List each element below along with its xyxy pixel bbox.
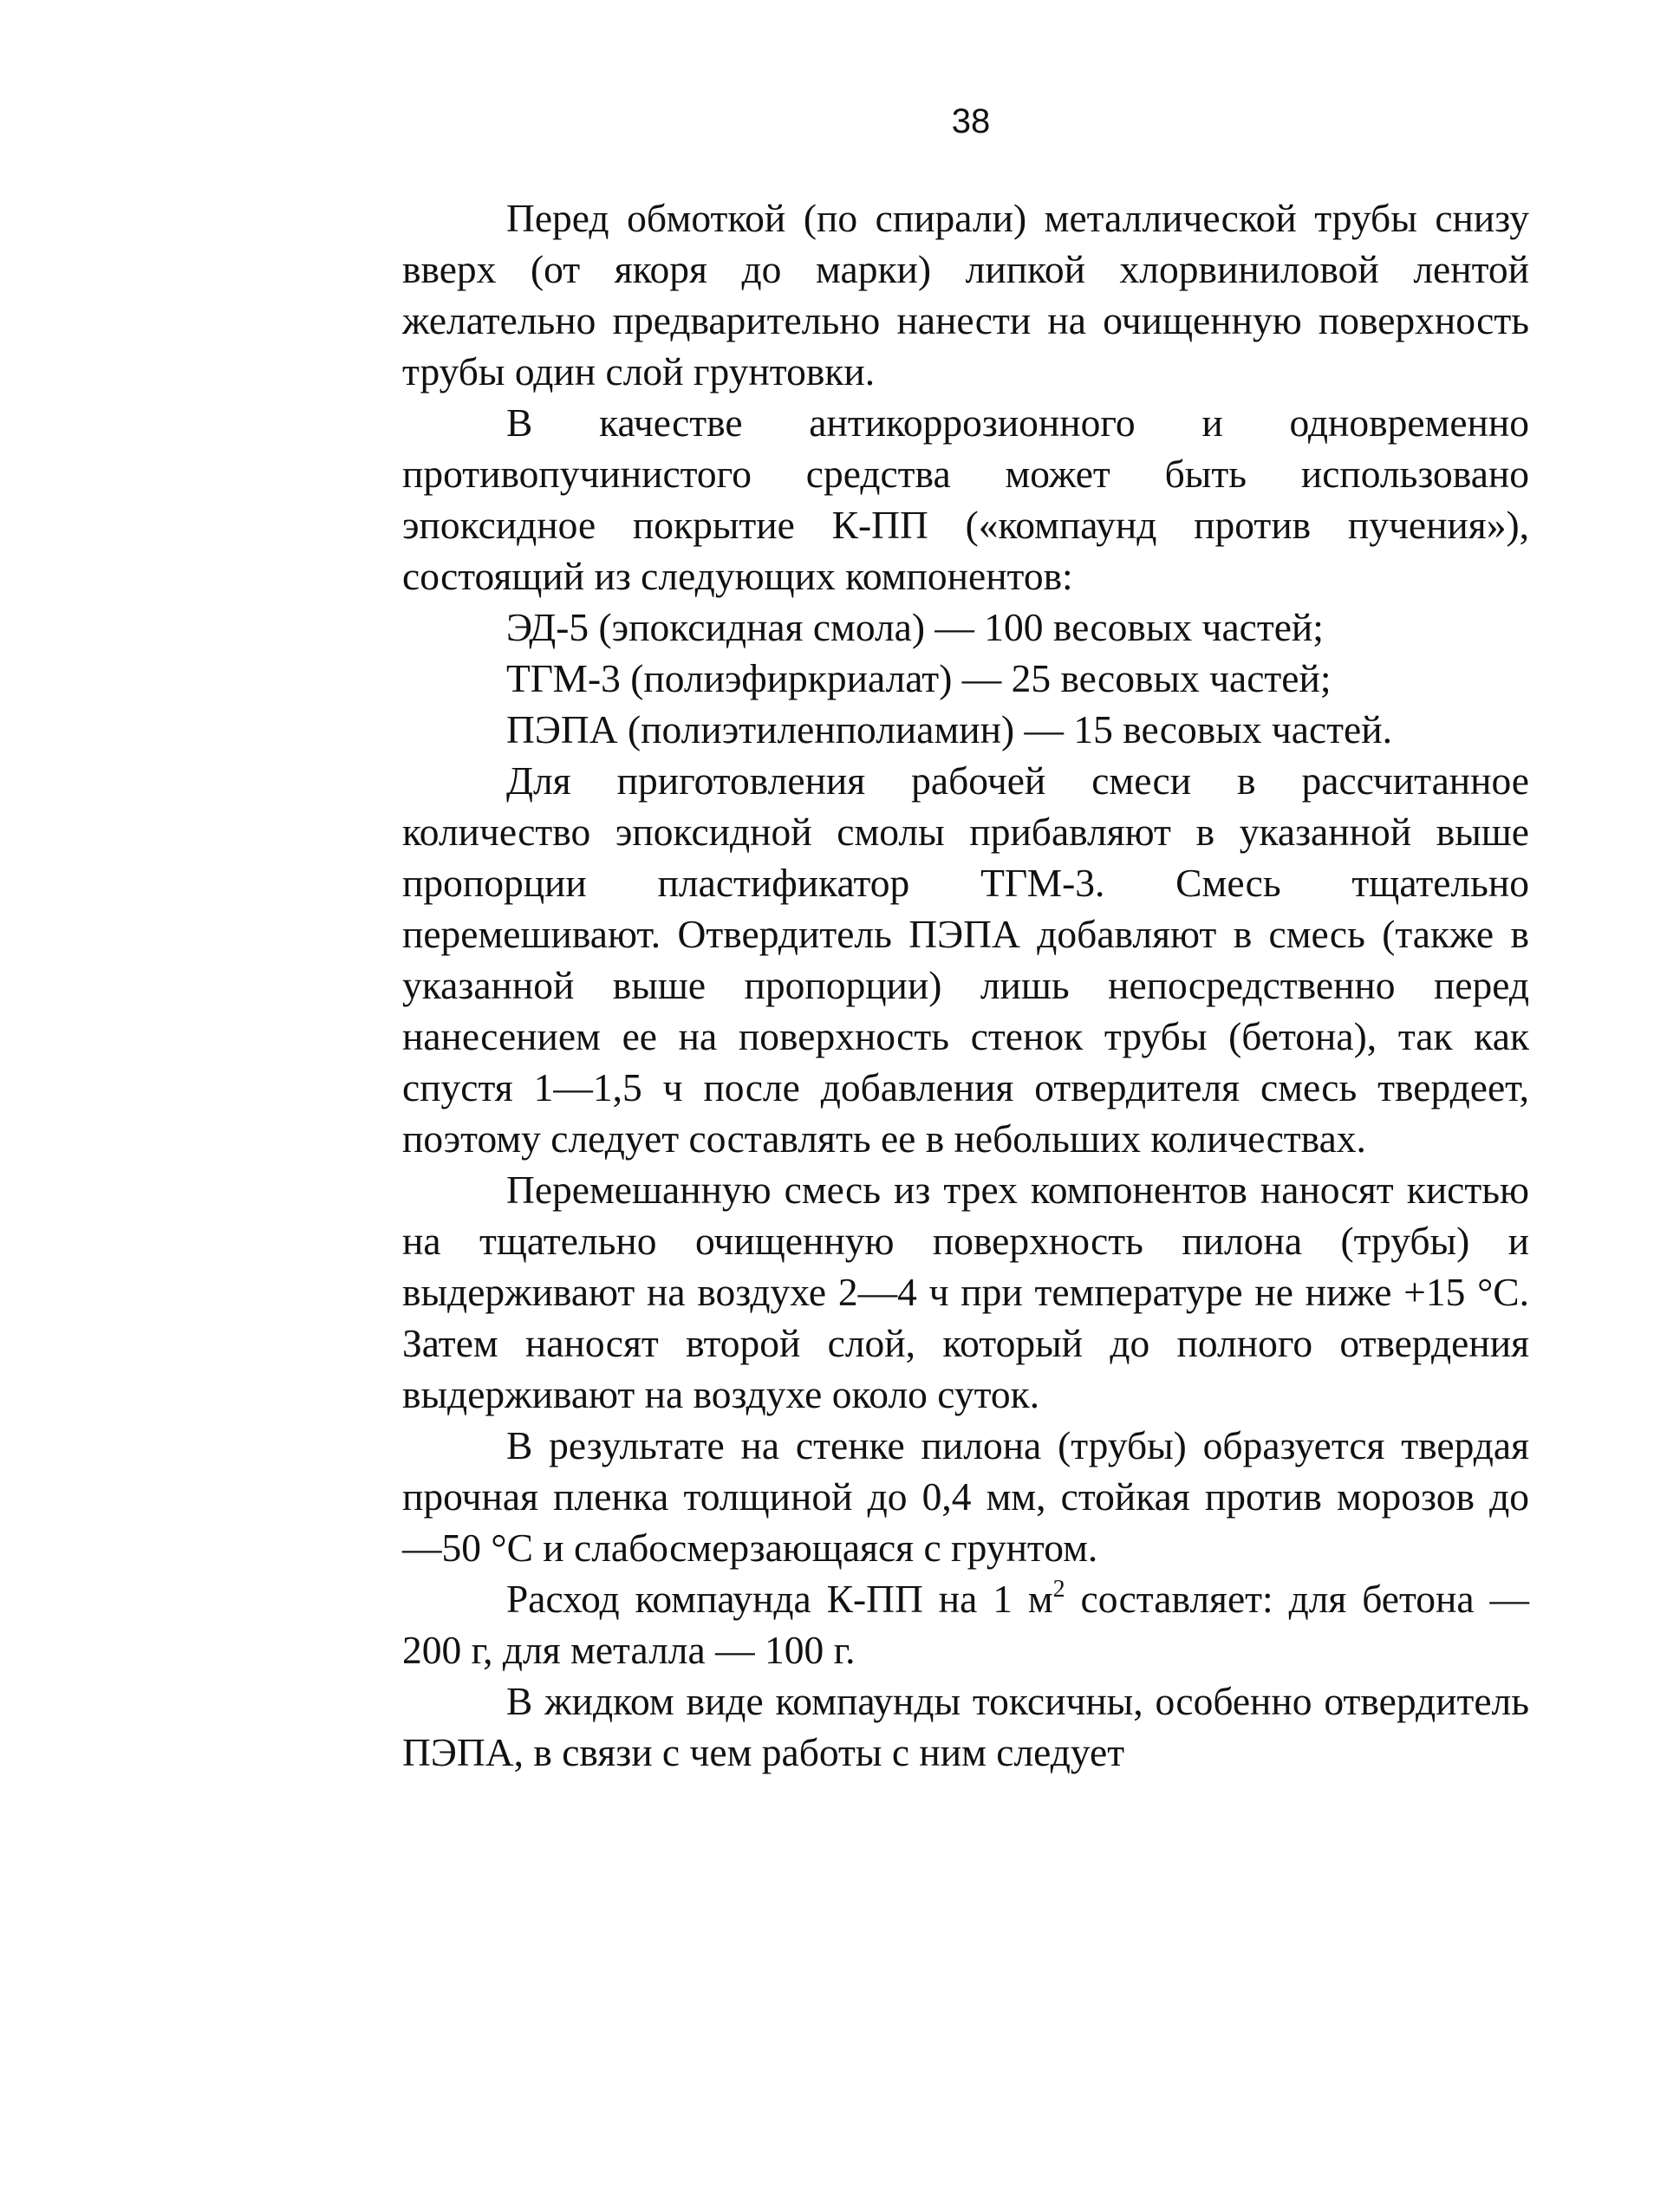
consumption-text-start: Расход компаунда К-ПП на 1 м <box>506 1577 1053 1621</box>
component-tgm3: ТГМ-3 (полиэфиркриалат) — 25 весовых частей; <box>506 656 1332 700</box>
paragraph-consumption <box>402 1573 1529 1675</box>
paragraph-application: Перемешанную смесь из трех компонентов наносят кистью на тщательно очищенную поверхность пилона (трубы) и выдерживают на воздухе 2—4 ч при температуре не ниже +15 °С. Затем наносят второй слой, который до полного отвердения выдерживают на воздухе около суток. <box>402 1168 1529 1416</box>
paragraph-toxicity: В жидком виде компаунды токсичны, особенно отвердитель ПЭПА, в связи с чем работы с ним следует <box>402 1679 1529 1774</box>
consumption-text-end: составляет: для бетона — 200 г, для металла — 100 г. <box>402 1577 1529 1672</box>
paragraph-result-film: В результате на стенке пилона (трубы) образуется твердая прочная пленка толщиной до 0,4 мм, стойкая против морозов до —50 °С и слабосмерзающаяся с грунтом. <box>402 1423 1529 1570</box>
page-number: 38 <box>951 102 991 140</box>
paragraph-mixture-prep: Для приготовления рабочей смеси в рассчитанное количество эпоксидной смолы прибавляют в указанной выше пропорции пластификатор ТГМ-3. Смесь тщательно перемешивают. Отвердитель ПЭПА добавляют в смесь (также в указанной выше пропорции) лишь непосредственно перед нанесением ее на поверхность стенок трубы (бетона), так как спустя 1—1,5 ч после добавления отвердителя смесь твердеет, поэтому следует составлять ее в небольших количествах. <box>402 758 1529 1161</box>
document-body <box>402 192 1529 1778</box>
paragraph-kpp-coating: В качестве антикоррозионного и одновременно противопучинистого средства может быть использовано эпоксидное покрытие К-ПП («компаунд против пучения»), состоящий из следующих компонентов: <box>402 400 1529 598</box>
paragraph-wrapping: Перед обмоткой (по спирали) металлической трубы снизу вверх (от якоря до марки) липкой хлорвиниловой лентой желательно предварительно нанести на очищенную поверхность трубы один слой грунтовки. <box>402 196 1529 394</box>
component-ed5: ЭД-5 (эпоксидная смола) — 100 весовых частей; <box>506 605 1324 649</box>
square-superscript: 2 <box>1052 1576 1065 1603</box>
component-pepa: ПЭПА (полиэтиленполиамин) — 15 весовых частей. <box>506 707 1392 751</box>
